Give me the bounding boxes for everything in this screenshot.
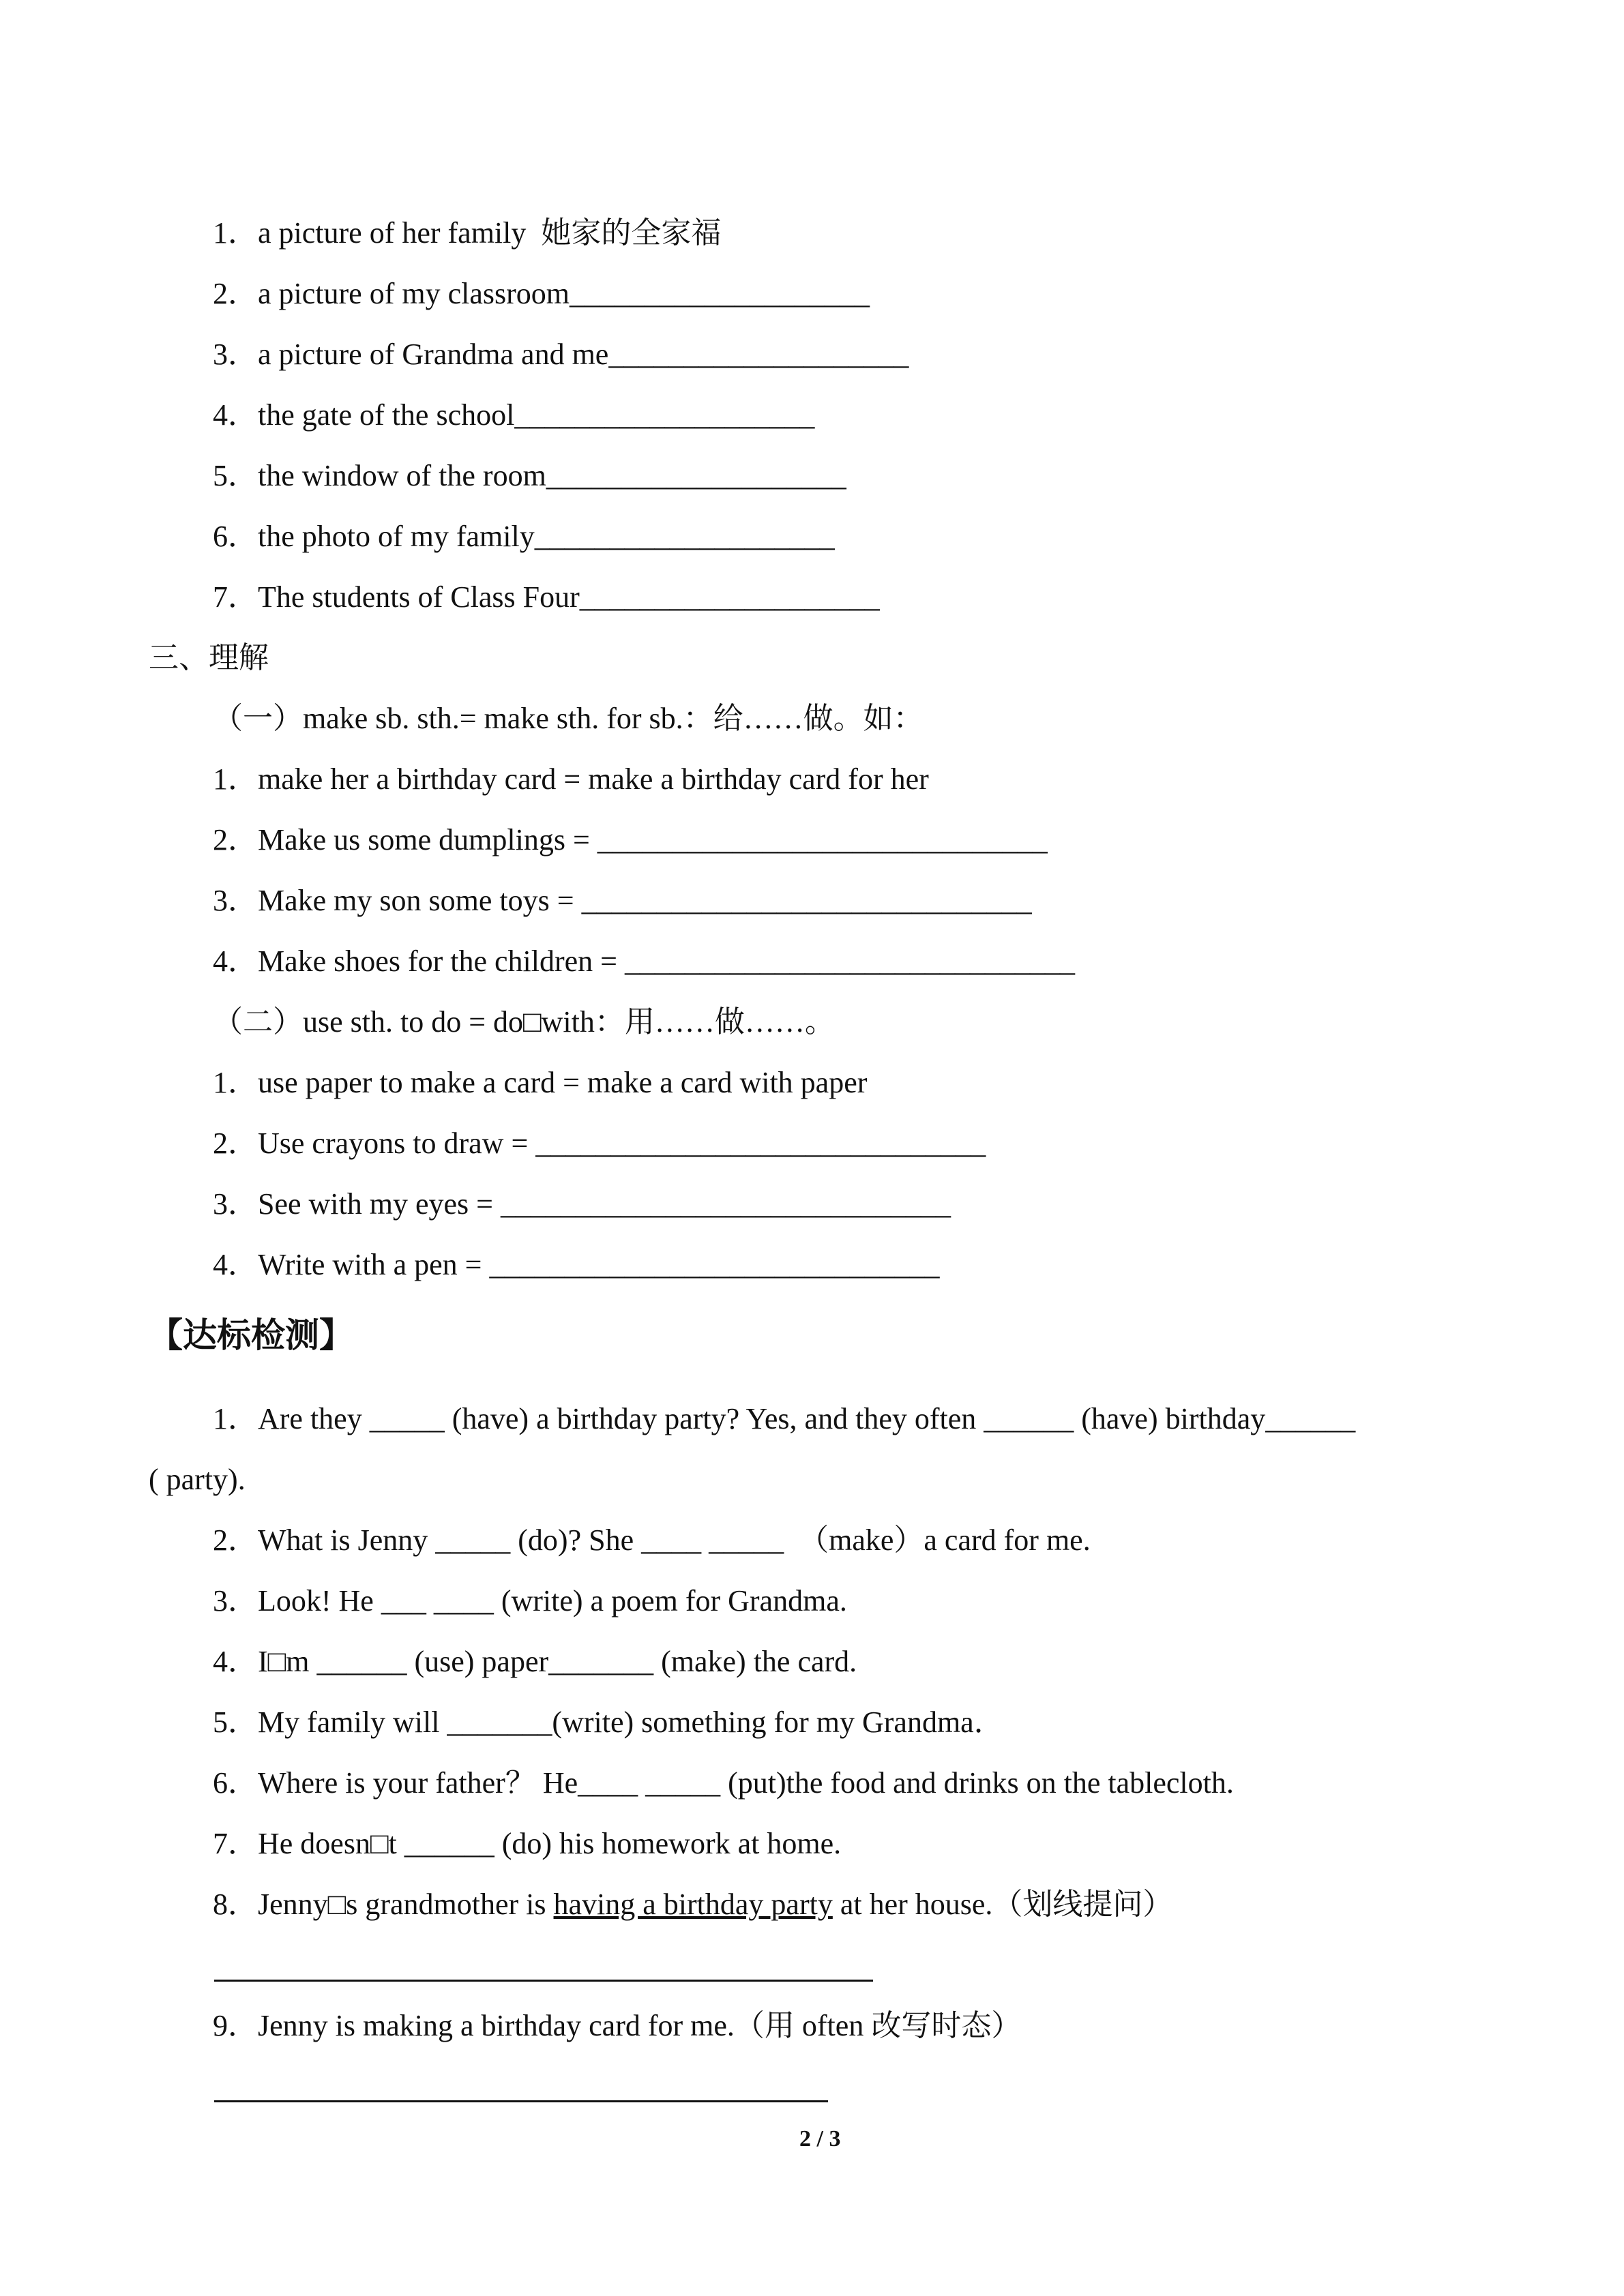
test-q8-underlined: having a birthday party (553, 1888, 833, 1921)
translate-item-2: 2．a picture of my classroom____________________ (213, 277, 870, 310)
test-q8-prefix: 8．Jenny□s grandmother is (213, 1888, 554, 1921)
test-q6: 6．Where is your father？ He____ _____ (put)the food and drinks on the tablecloth. (213, 1766, 1234, 1800)
translate-item-1: 1．a picture of her family 她家的全家福 (213, 216, 722, 250)
sub2-item-1: 1．use paper to make a card = make a card with paper (213, 1066, 868, 1099)
test-q4: 4．I□m ______ (use) paper_______ (make) the card. (213, 1645, 857, 1678)
sub2-item-2: 2．Use crayons to draw = ______________________________ (213, 1127, 986, 1160)
translate-item-6: 6．the photo of my family____________________ (213, 520, 835, 553)
translate-item-4: 4．the gate of the school____________________ (213, 398, 815, 432)
test-q8-suffix: at her house.（划线提问） (832, 1888, 1173, 1921)
sub2-item-3: 3．See with my eyes = ______________________________ (213, 1187, 951, 1221)
section-three-sub2-title: （二）use sth. to do = do□with：用……做……。 (213, 1005, 835, 1039)
sub2-item-4: 4．Write with a pen = ______________________________ (213, 1248, 940, 1281)
sub1-item-3: 3．Make my son some toys = ______________________________ (213, 884, 1032, 917)
test-q9: 9．Jenny is making a birthday card for me.（用 often 改写时态） (213, 2009, 1022, 2042)
section-three-sub1-title: （一）make sb. sth.= make sth. for sb.：给……做。如： (213, 702, 924, 735)
test-q2: 2．What is Jenny _____ (do)? She ____ _____ （make）a card for me. (213, 1523, 1091, 1557)
test-q1-line1: 1．Are they _____ (have) a birthday party? Yes, and they often ______ (have) birthday______ (213, 1402, 1356, 1435)
test-q5: 5．My family will _______(write) something for my Grandma． (213, 1705, 1004, 1739)
sub1-item-4: 4．Make shoes for the children = ______________________________ (213, 944, 1075, 978)
section-three-title: 三、理解 (149, 641, 269, 674)
page-number: 2 / 3 (799, 2126, 841, 2151)
test-heading: 【达标检测】 (149, 1315, 353, 1355)
sub1-item-1: 1．make her a birthday card = make a birthday card for her (213, 762, 929, 796)
answer-line-q9 (214, 2100, 828, 2102)
test-q3: 3．Look! He ___ ____ (write) a poem for Grandma. (213, 1584, 847, 1617)
test-q8 (213, 1887, 1172, 1922)
translate-item-3: 3．a picture of Grandma and me____________________ (213, 338, 909, 371)
test-q7: 7．He doesn□t ______ (do) his homework at home. (213, 1827, 842, 1860)
translate-item-5: 5．the window of the room____________________ (213, 459, 846, 492)
answer-line-q8 (214, 1980, 873, 1982)
translate-item-7: 7．The students of Class Four____________________ (213, 580, 880, 614)
test-q1-line2: ( party). (149, 1463, 246, 1496)
sub1-item-2: 2．Make us some dumplings = ______________________________ (213, 823, 1048, 856)
